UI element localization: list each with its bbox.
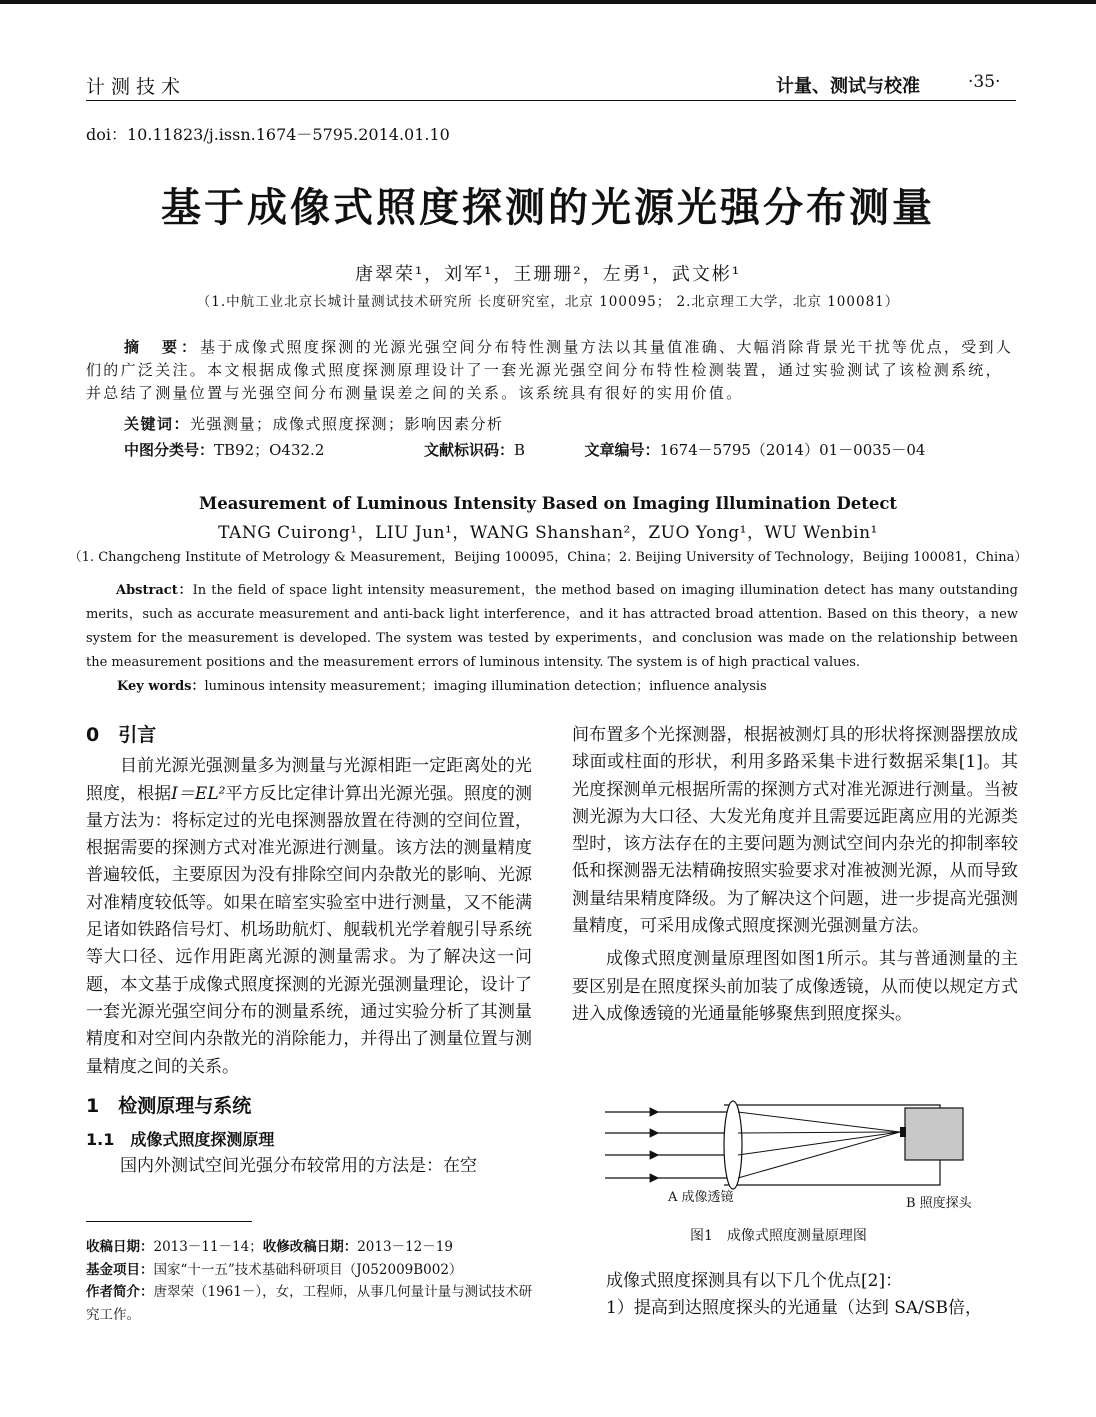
english-authors: TANG Cuirong¹，LIU Jun¹，WANG Shanshan²，ZUO Yong¹，WU Wenbin¹ <box>218 523 878 543</box>
abstract-cn-text: 基于成像式照度探测的光源光强空间分布特性测量方法以其量值准确、大幅消除背景光干扰等优点，受到人们的广泛关注。本文根据成像式照度探测原理设计了一套光源光强空间分布特性检测装置，通过实验测试了该检测系统，并总结了测量位置与光强空间分布测量误差之间的关系。该系统具有很好的实用价值。 <box>86 338 1014 402</box>
para-text-a: 目前光源光强测量多为测量与光源相距一定距离处的光照度，根据 <box>86 756 532 804</box>
doi: doi：10.11823/j.issn.1674－5795.2014.01.10 <box>86 125 450 144</box>
affiliation-cn: （1.中航工业北京长城计量测试技术研究所 长度研究室，北京 100095； 2.北京理工大学，北京 100081） <box>196 294 900 310</box>
footnote-dates <box>86 1236 536 1259</box>
right-paragraph-1: 间布置多个光探测器，根据被测灯具的形状将探测器摆放成球面或柱面的形状，利用多路采集卡进行数据采集[1]。其光度探测单元根据所需的探测方式对准光源进行测量。当被测光源为大口径、大发光角度并且需要远距离应用的光源类型时，该方法存在的主要问题为测试空间内杂光的抑制率较低和探测器无法精确按照实验要求对准被测光源，从而导致测量结果精度降级。为了解决这个问题，进一步提高光强测量精度，可采用成像式照度探测光强测量方法。 <box>572 725 1018 937</box>
keywords-cn <box>124 413 504 434</box>
right-column-lower <box>572 1268 1018 1323</box>
english-affiliation: （1. Changcheng Institute of Metrology & Measurement，Beijing 100095，China；2. Beijing University of Technology，Beijing 100081，China） <box>68 550 1028 565</box>
figure-label-b: B 照度探头 <box>906 1196 972 1211</box>
right-paragraph-4: 1）提高到达照度探头的光通量（达到 SA/SB倍， <box>606 1298 983 1319</box>
detector-sensor <box>900 1127 906 1137</box>
authors-cn: 唐翠荣¹，刘军¹，王珊珊²，左勇¹，武文彬¹ <box>354 264 742 285</box>
doc-code-value: B <box>513 441 525 459</box>
clc-value: TB92；O432.2 <box>214 441 325 459</box>
footnotes <box>86 1236 536 1326</box>
english-abstract-text: In the field of space light intensity measurement，the method based on imaging illumination detect has many outstanding merits，such as accurate measurement and anti-back light interference，and it has attracted broad attention. Based on this theory，a new system for the measurement is developed. The system was tested by experiments，and conclusion was made on the relationship between the measurement positions and the measurement errors of luminous intensity. The system is of high practical values. <box>86 583 1018 670</box>
received-label: 收稿日期： <box>86 1239 154 1255</box>
english-keywords-text: luminous intensity measurement；imaging illumination detection；influence analysis <box>204 679 767 694</box>
fund-text: 国家“十一五”技术基础科研项目（J052009B002） <box>153 1261 463 1278</box>
figure-label-a: A 成像透镜 <box>668 1190 734 1205</box>
classification-line <box>124 439 925 460</box>
revised-date: 2013－12－19 <box>357 1239 453 1255</box>
english-keywords <box>117 675 767 694</box>
footnote-rule <box>86 1221 252 1222</box>
detector-b <box>905 1108 963 1160</box>
section-1-1-heading: 1.1 成像式照度探测原理 <box>86 1130 275 1150</box>
clc-label: 中图分类号： <box>124 441 215 459</box>
section-0-heading: 0 引言 <box>86 724 157 746</box>
english-abstract <box>86 579 1018 675</box>
doc-code-label: 文献标识码： <box>423 441 514 459</box>
formula: I＝EL² <box>171 783 226 804</box>
section-1-heading: 1 检测原理与系统 <box>86 1094 252 1117</box>
section-1-1-paragraph: 国内外测试空间光强分布较常用的方法是：在空 <box>120 1156 477 1177</box>
figure-1-caption: 图1 成像式照度测量原理图 <box>690 1228 867 1244</box>
fund-label: 基金项目： <box>86 1261 154 1278</box>
english-keywords-label: Key words： <box>117 679 205 694</box>
english-abstract-label: Abstract： <box>116 583 193 598</box>
abstract-cn-label: 摘 要： <box>124 338 201 356</box>
journal-name: 计测技术 <box>86 76 187 98</box>
lens-a <box>724 1101 742 1189</box>
section-name: 计量、测试与校准 <box>776 76 920 97</box>
header-rule <box>86 100 1016 101</box>
right-column <box>572 722 1018 1028</box>
bio-label: 作者简介： <box>86 1284 154 1300</box>
english-title: Measurement of Luminous Intensity Based on Imaging Illumination Detect <box>198 494 898 513</box>
left-column <box>86 722 532 1181</box>
footnote-bio <box>86 1281 536 1326</box>
page-number: ·35· <box>968 72 1001 92</box>
bio-text: 唐翠荣（1961－），女，工程师，从事几何量计量与测试技术研究工作。 <box>86 1284 533 1323</box>
keywords-cn-label: 关键词： <box>124 415 191 433</box>
paper-title: 基于成像式照度探测的光源光强分布测量 <box>161 185 935 231</box>
para-text-b: 平方反比定律计算出光源光强。照度的测量方法为：将标定过的光电探测器放置在待测的空间位置，根据需要的探测方式对准光源进行测量。该方法的测量精度普遍较低，主要原因为没有排除空间内杂散光的影响、光源对准精度较低等。如果在暗室实验室中进行测量，又不能满足诸如铁路信号灯、机场助航灯、舰载机光学着舰引导系统等大口径、远作用距离光源的测量需求。为了解决这一问题，本文基于成像式照度探测的光源光强测量理论，设计了一套光源光强空间分布的测量系统，通过实验分析了其测量精度和对空间内杂散光的消除能力，并得出了测量位置与测量精度之间的关系。 <box>86 783 533 1077</box>
right-paragraph-3: 成像式照度探测具有以下几个优点[2]： <box>606 1271 903 1291</box>
keywords-cn-text: 光强测量；成像式照度探测；影响因素分析 <box>190 415 504 433</box>
section-0-paragraph <box>86 753 532 1081</box>
article-no-value: 1674－5795（2014）01－0035－04 <box>659 441 926 459</box>
revised-label: 收修改稿日期： <box>262 1239 358 1255</box>
top-border <box>0 0 1096 4</box>
footnote-fund <box>86 1259 536 1282</box>
abstract-cn <box>86 336 1016 405</box>
received-date: 2013－11－14； <box>153 1239 263 1255</box>
right-paragraph-2: 成像式照度测量原理图如图1所示。其与普通测量的主要区别是在照度探头前加装了成像透镜，从而使以规定方式进入成像透镜的光通量能够聚焦到照度探头。 <box>572 949 1018 1024</box>
article-no-label: 文章编号： <box>584 441 660 459</box>
